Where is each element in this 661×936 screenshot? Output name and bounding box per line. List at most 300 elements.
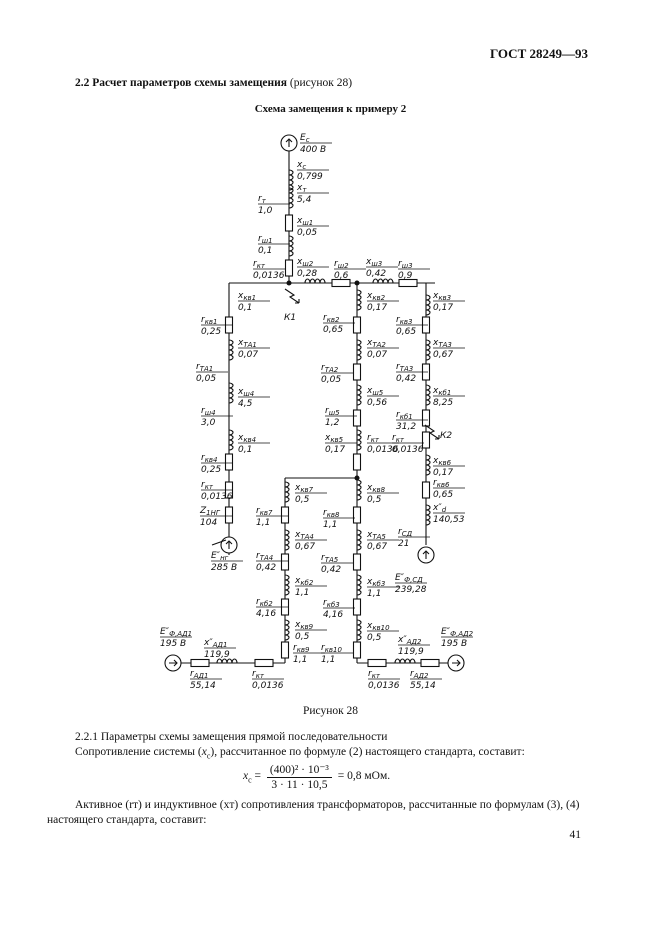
label-xta3 xyxy=(432,338,465,360)
label-subscript: d xyxy=(441,506,447,514)
label-subscript: кв1 xyxy=(243,294,257,302)
label-subscript: кв4 xyxy=(204,456,218,464)
label-value: 0,5 xyxy=(295,632,310,642)
label-subscript: кт xyxy=(255,672,265,680)
label-value: 1,1 xyxy=(323,520,338,530)
label-symbol: $E''_{Ф,СД}$ xyxy=(395,573,423,584)
label-symbol: $r_{ТА3}$ xyxy=(396,362,414,373)
label-value: 55,14 xyxy=(190,681,216,691)
label-symbol: $x_{кв10}$ xyxy=(367,621,390,632)
label-value: 8,25 xyxy=(433,398,454,408)
label-efad1 xyxy=(160,627,192,649)
label-subscript: кв8 xyxy=(326,511,340,519)
label-symbol: $r_{кв1}$ xyxy=(201,315,218,326)
label-subscript: ТА2 xyxy=(324,366,339,374)
label-value: 0,1 xyxy=(238,445,253,455)
label-symbol: $x_{ТА3}$ xyxy=(433,338,452,349)
resistor xyxy=(354,554,361,570)
resistor xyxy=(255,660,273,667)
label-symbol: $r_{АД2}$ xyxy=(410,669,429,680)
inductor xyxy=(289,188,293,208)
label-symbol: $x_{кв5}$ xyxy=(325,433,344,444)
label-subscript: ш3 xyxy=(371,260,383,268)
section-number: 2.2 xyxy=(75,77,90,89)
label-xt xyxy=(296,183,329,205)
label-k2: К2 xyxy=(440,431,453,441)
label-value: 0,05 xyxy=(196,374,217,384)
label-symbol: $x_{ш3}$ xyxy=(366,257,383,268)
label-symbol: $x_{кв1}$ xyxy=(238,291,257,302)
label-subscript: АД1 xyxy=(212,641,228,649)
inductor xyxy=(357,385,361,405)
label-xd xyxy=(432,503,465,525)
inductor xyxy=(426,385,430,405)
label-xkv9 xyxy=(294,620,327,642)
label-subscript: ш5 xyxy=(372,389,384,397)
label-subscript: кб3 xyxy=(326,601,340,609)
inductor xyxy=(426,455,430,475)
label-rsd xyxy=(398,527,430,549)
label-value: 0,0136 xyxy=(253,271,285,281)
label-subscript: АД2 xyxy=(413,672,429,680)
label-symbol: $r_{кт}$ xyxy=(252,669,265,680)
resistor xyxy=(354,642,361,658)
label-xkv5 xyxy=(324,433,357,455)
paragraph-transformer: Активное (rт) и индуктивное (xт) сопротивления трансформаторов, рассчитанные по формулам (3), (4) xyxy=(75,799,580,811)
label-subscript: кв7 xyxy=(259,509,273,517)
label-subscript: ш2 xyxy=(337,262,349,270)
label-xkv3 xyxy=(432,291,465,313)
label-value: 0,17 xyxy=(367,303,388,313)
resistor xyxy=(421,660,439,667)
label-xta2 xyxy=(366,338,399,360)
label-efsd xyxy=(395,573,427,595)
label-value: 104 xyxy=(200,518,218,528)
label-value: 21 xyxy=(398,539,410,549)
label-value: 119,9 xyxy=(204,650,230,660)
label-xsh3 xyxy=(365,257,398,279)
label-value: 0,0136 xyxy=(368,681,400,691)
inductor xyxy=(357,290,361,310)
label-subscript: с xyxy=(305,136,310,144)
label-value: 0,5 xyxy=(367,495,382,505)
para-var: x xyxy=(201,746,207,758)
label-symbol: $E''_{Ф,АД2}$ xyxy=(441,627,474,638)
inductor xyxy=(426,295,430,315)
label-value: 239,28 xyxy=(395,585,427,595)
label-subscript: с xyxy=(302,163,307,171)
label-rkt5 xyxy=(368,669,400,691)
label-symbol: $x''_{АД1}$ xyxy=(204,638,228,649)
label-symbol: $x_{кв2}$ xyxy=(367,291,386,302)
label-xkb2 xyxy=(294,576,327,598)
inductor xyxy=(285,530,289,550)
label-subscript: ш4 xyxy=(243,390,255,398)
inductor xyxy=(357,340,361,360)
label-value: 3,0 xyxy=(201,418,216,428)
page-number: 41 xyxy=(569,829,581,841)
label-symbol: $r_{ш5}$ xyxy=(325,406,340,417)
label-symbol: $E''_{Ф,АД1}$ xyxy=(160,627,193,638)
label-value: 1,1 xyxy=(295,588,310,598)
label-symbol: $x_{ш2}$ xyxy=(297,257,314,268)
section-title: Расчет параметров схемы замещения xyxy=(92,77,288,89)
inductor xyxy=(357,530,361,550)
label-rta5 xyxy=(321,553,353,575)
label-rsh1 xyxy=(258,234,290,256)
inductor xyxy=(289,170,293,190)
label-value: 1,1 xyxy=(367,589,382,599)
label-value: 0,67 xyxy=(367,542,388,552)
label-rsh2 xyxy=(334,259,366,281)
resistor xyxy=(282,554,289,570)
label-subscript: кб1 xyxy=(399,413,413,421)
label-value: 0,0136 xyxy=(252,681,284,691)
label-symbol: $r_{кб2}$ xyxy=(256,597,273,608)
label-symbol: $r_{кт}$ xyxy=(392,433,405,444)
label-subscript: ш1 xyxy=(302,219,314,227)
label-subscript: ш5 xyxy=(328,409,340,417)
label-subscript: кт xyxy=(370,436,380,444)
inductor xyxy=(357,575,361,595)
label-rad2 xyxy=(410,669,442,691)
label-symbol: $x_{ш4}$ xyxy=(238,387,255,398)
label-symbol: $r_{кт}$ xyxy=(368,669,381,680)
label-subscript: ш3 xyxy=(401,262,413,270)
label-value: 5,4 xyxy=(297,195,312,205)
label-symbol: $r_{кб1}$ xyxy=(396,410,413,421)
label-value: 0,25 xyxy=(201,327,222,337)
para-text-b: ), рассчитанное по формуле (2) настоящего стандарта, составит: xyxy=(210,746,525,758)
label-symbol: $x_{кв3}$ xyxy=(433,291,452,302)
label-subscript: АД2 xyxy=(406,638,422,646)
label-subscript: кв10 xyxy=(324,646,342,654)
label-xsh5 xyxy=(366,386,399,408)
label-value: 0,17 xyxy=(325,445,346,455)
junction xyxy=(355,476,359,480)
label-rkt_main xyxy=(253,259,285,281)
label-xta4 xyxy=(294,530,327,552)
label-value: 4,5 xyxy=(238,399,253,409)
label-subscript: кв7 xyxy=(300,486,314,494)
label-value: 0,42 xyxy=(256,563,277,573)
label-subscript: ТА1 xyxy=(243,341,257,349)
label-xsh4 xyxy=(237,387,270,409)
label-xkv10 xyxy=(366,621,399,643)
paragraph-2-2-1: 2.2.1 Параметры схемы замещения прямой последовательности xyxy=(75,731,388,743)
label-xkb1 xyxy=(432,386,465,408)
label-value: 0,799 xyxy=(297,172,323,182)
resistor xyxy=(191,660,209,667)
label-symbol: $x_{кв8}$ xyxy=(367,483,386,494)
inductor xyxy=(289,236,293,256)
label-value: 4,16 xyxy=(256,609,277,619)
label-value: 0,9 xyxy=(398,271,413,281)
label-value: 0,07 xyxy=(367,350,388,360)
label-rkt3 xyxy=(392,433,424,455)
label-symbol: $r_{СД}$ xyxy=(398,527,413,538)
label-efad2 xyxy=(441,627,474,649)
resistor xyxy=(368,660,386,667)
resistor xyxy=(423,410,430,426)
label-symbol: $x_{ТА2}$ xyxy=(367,338,386,349)
label-subscript: кт xyxy=(256,262,266,270)
label-subscript: ш4 xyxy=(204,409,216,417)
label-subscript: СД xyxy=(401,530,413,538)
label-rkv8 xyxy=(323,508,355,530)
scheme-title: Схема замещения к примеру 2 xyxy=(254,103,407,115)
label-symbol: $E''_{нг}$ xyxy=(211,551,229,562)
label-value: 0,6 xyxy=(334,271,349,281)
label-value: 0,67 xyxy=(295,542,316,552)
label-value: 0,28 xyxy=(297,269,318,279)
inductor xyxy=(426,340,430,360)
label-subscript: ТА1 xyxy=(199,365,214,373)
label-subscript: кб3 xyxy=(372,580,386,588)
inductor xyxy=(285,620,289,640)
label-symbol: $r_{ТА1}$ xyxy=(196,362,214,373)
label-xta5 xyxy=(366,530,399,552)
label-subscript: ТА3 xyxy=(399,365,414,373)
label-symbol: $x''_d$ xyxy=(433,503,447,514)
label-symbol: $r_{кт}$ xyxy=(253,259,266,270)
label-symbol: $r_{кв7}$ xyxy=(256,506,273,517)
inductor xyxy=(229,340,233,360)
label-symbol: $r_{кт}$ xyxy=(201,480,214,491)
label-subscript: кв9 xyxy=(296,646,310,654)
label-rta1 xyxy=(196,362,228,384)
label-rkt4 xyxy=(252,669,284,691)
label-subscript: ш2 xyxy=(302,260,314,268)
label-xkv1 xyxy=(237,291,270,313)
inductor xyxy=(357,430,361,450)
standard-header: ГОСТ 28249—93 xyxy=(489,46,588,61)
label-symbol: $x''_{АД2}$ xyxy=(398,635,422,646)
inductor xyxy=(285,482,289,502)
label-symbol: $E_с$ xyxy=(300,133,310,144)
label-subscript: кб1 xyxy=(438,389,452,397)
label-subscript: кв2 xyxy=(372,294,386,302)
label-value: 0,65 xyxy=(396,327,417,337)
label-value: 0,0136 xyxy=(367,445,399,455)
formula-result: = 0,8 мОм. xyxy=(337,770,391,783)
label-symbol: $x_{кб3}$ xyxy=(367,577,386,588)
label-xsh1 xyxy=(296,216,329,238)
resistor xyxy=(226,454,233,470)
label-k1: К1 xyxy=(284,313,297,323)
label-subscript: кв1 xyxy=(204,318,218,326)
formula-denominator: 3 · 11 · 10,5 xyxy=(271,779,328,791)
label-xad1 xyxy=(203,638,236,660)
label-value: 0,0136 xyxy=(392,445,424,455)
label-subscript: кв3 xyxy=(438,294,452,302)
label-rsh4 xyxy=(201,406,233,428)
label-value: 0,56 xyxy=(367,398,388,408)
label-value: 285 В xyxy=(211,563,238,573)
label-rkv10 xyxy=(321,643,353,665)
paragraph-system-resistance xyxy=(75,745,525,763)
inductor xyxy=(426,505,430,525)
label-value: 0,67 xyxy=(433,350,454,360)
label-subscript: ТА5 xyxy=(324,556,339,564)
label-subscript: ТА4 xyxy=(259,554,274,562)
label-symbol: $x_{ш1}$ xyxy=(297,216,314,227)
label-xc xyxy=(296,160,329,182)
label-value: 195 В xyxy=(160,639,187,649)
label-xkv8 xyxy=(366,483,399,505)
label-value: 55,14 xyxy=(410,681,436,691)
label-value: 0,17 xyxy=(433,468,454,478)
label-symbol: $r_{кт}$ xyxy=(367,433,380,444)
label-value: 1,0 xyxy=(258,206,273,216)
label-value: 0,65 xyxy=(433,490,454,500)
label-symbol: $r_{ш1}$ xyxy=(258,234,273,245)
formula-xc: $x_c$ = $\frac{\text{(400)² · 10⁻³}}{3 \cdot 11 \cdot 10,5}$ = 0,8 мОм. xyxy=(243,764,391,791)
label-symbol: $x_{ш5}$ xyxy=(367,386,384,397)
label-value: 140,53 xyxy=(433,515,465,525)
label-subscript: ТА2 xyxy=(372,341,386,349)
label-value: 1,1 xyxy=(256,518,271,528)
label-value: 0,65 xyxy=(323,325,344,335)
label-xad2 xyxy=(397,635,430,657)
resistor xyxy=(354,599,361,615)
label-rad1 xyxy=(190,669,222,691)
label-subscript: т xyxy=(261,197,266,205)
label-subscript: Ф,СД xyxy=(404,576,423,584)
label-value: 1,2 xyxy=(325,418,340,428)
junction xyxy=(355,281,359,285)
label-symbol: $x_{кв9}$ xyxy=(295,620,314,631)
resistor xyxy=(354,317,361,333)
label-symbol: $r_{кв3}$ xyxy=(396,315,413,326)
label-value: 0,05 xyxy=(321,375,342,385)
label-value: 1,1 xyxy=(321,655,336,665)
label-value: 0,05 xyxy=(297,228,318,238)
resistor xyxy=(423,432,430,448)
label-rsh5 xyxy=(325,406,357,428)
label-symbol: $r_{ТА5}$ xyxy=(321,553,339,564)
section-ref: (рисунок 28) xyxy=(289,77,353,89)
label-symbol: $r_{кв10}$ xyxy=(321,643,342,654)
label-subscript: кв8 xyxy=(372,486,386,494)
resistor xyxy=(286,260,293,276)
label-symbol: $x_{ТА4}$ xyxy=(295,530,314,541)
label-value: 4,16 xyxy=(323,610,344,620)
label-value: 0,1 xyxy=(258,246,273,256)
label-symbol: $x_{кв7}$ xyxy=(295,483,314,494)
label-subscript: кв9 xyxy=(300,623,314,631)
inductor xyxy=(229,430,233,450)
label-symbol: $x_т$ xyxy=(297,183,307,194)
label-subscript: кб2 xyxy=(259,600,273,608)
label-subscript: кв2 xyxy=(326,316,340,324)
label-subscript: кв6 xyxy=(438,459,452,467)
resistor xyxy=(286,215,293,231)
label-value: 0,42 xyxy=(321,565,342,575)
label-subscript: ш1 xyxy=(261,237,273,245)
junction xyxy=(287,281,291,285)
inductor xyxy=(357,480,361,500)
label-subscript: АД1 xyxy=(193,672,209,680)
label-value: 0,5 xyxy=(367,633,382,643)
figure-caption: Рисунок 28 xyxy=(302,705,359,717)
label-symbol: $x_{кв4}$ xyxy=(238,433,257,444)
label-subscript: Ф,АД2 xyxy=(450,630,474,638)
label-value: 0,17 xyxy=(433,303,454,313)
label-rsh3 xyxy=(398,259,430,281)
label-value: 0,1 xyxy=(238,303,253,313)
label-value: 1,1 xyxy=(293,655,308,665)
label-ec xyxy=(300,133,332,155)
label-subscript: кт xyxy=(204,483,214,491)
label-subscript: нг xyxy=(220,554,229,562)
resistor xyxy=(354,507,361,523)
label-symbol: $x_{кб2}$ xyxy=(295,576,314,587)
label-subscript: кт xyxy=(371,672,381,680)
label-symbol: $x_{кв6}$ xyxy=(433,456,452,467)
label-symbol: $x_{ТА1}$ xyxy=(238,338,257,349)
formula-lhs: x xyxy=(243,770,249,783)
resistor xyxy=(423,482,430,498)
label-subscript: кв6 xyxy=(436,481,450,489)
label-xta1 xyxy=(237,338,270,360)
label-symbol: $r_{ш2}$ xyxy=(334,259,349,270)
para-text-a: Сопротивление системы ( xyxy=(75,746,202,758)
label-symbol: $r_{кв4}$ xyxy=(201,453,218,464)
label-subscript: 1НГ xyxy=(206,509,220,517)
label-subscript: кв10 xyxy=(372,624,390,632)
label-symbol: $r_{ТА2}$ xyxy=(321,363,339,374)
label-symbol: $x_{кб1}$ xyxy=(433,386,452,397)
inductor xyxy=(357,620,361,640)
label-xkv4 xyxy=(237,433,270,455)
label-eng xyxy=(211,551,243,573)
formula-fraction xyxy=(267,762,332,791)
label-subscript: Ф,АД1 xyxy=(169,630,193,638)
label-value: 0,42 xyxy=(396,374,417,384)
label-subscript: кв3 xyxy=(399,318,413,326)
label-rta2 xyxy=(321,363,353,385)
inductor xyxy=(305,279,325,283)
label-rkb3 xyxy=(323,598,355,620)
label-xkv7 xyxy=(294,483,327,505)
label-rkv2 xyxy=(323,313,355,335)
label-symbol: $r_{кв6}$ xyxy=(433,478,450,489)
inductor xyxy=(373,279,393,283)
resistor xyxy=(354,454,361,470)
resistor xyxy=(354,410,361,426)
label-xkv2 xyxy=(366,291,399,313)
label-symbol: $x_с$ xyxy=(297,160,307,171)
fault-arrow xyxy=(285,289,299,303)
inductor xyxy=(285,575,289,595)
label-subscript: ТА3 xyxy=(438,341,452,349)
label-value: 195 В xyxy=(441,639,468,649)
label-value: 0,0136 xyxy=(201,492,233,502)
formula-numerator: (400)² · 10⁻³ xyxy=(267,762,332,778)
label-symbol: $Z_{1НГ}$ xyxy=(200,506,220,517)
label-value: 31,2 xyxy=(396,422,417,432)
label-value: 0,25 xyxy=(201,465,222,475)
label-symbol: $r_{кв9}$ xyxy=(293,643,310,654)
label-value: 119,9 xyxy=(398,647,424,657)
label-symbol: $r_{кб3}$ xyxy=(323,598,340,609)
paragraph-transformer-cont: настоящего стандарта, составит: xyxy=(47,814,207,826)
label-subscript: ТА4 xyxy=(300,533,314,541)
label-symbol: $r_{кв2}$ xyxy=(323,313,340,324)
label-subscript: кт xyxy=(395,436,405,444)
label-rt xyxy=(258,194,290,216)
